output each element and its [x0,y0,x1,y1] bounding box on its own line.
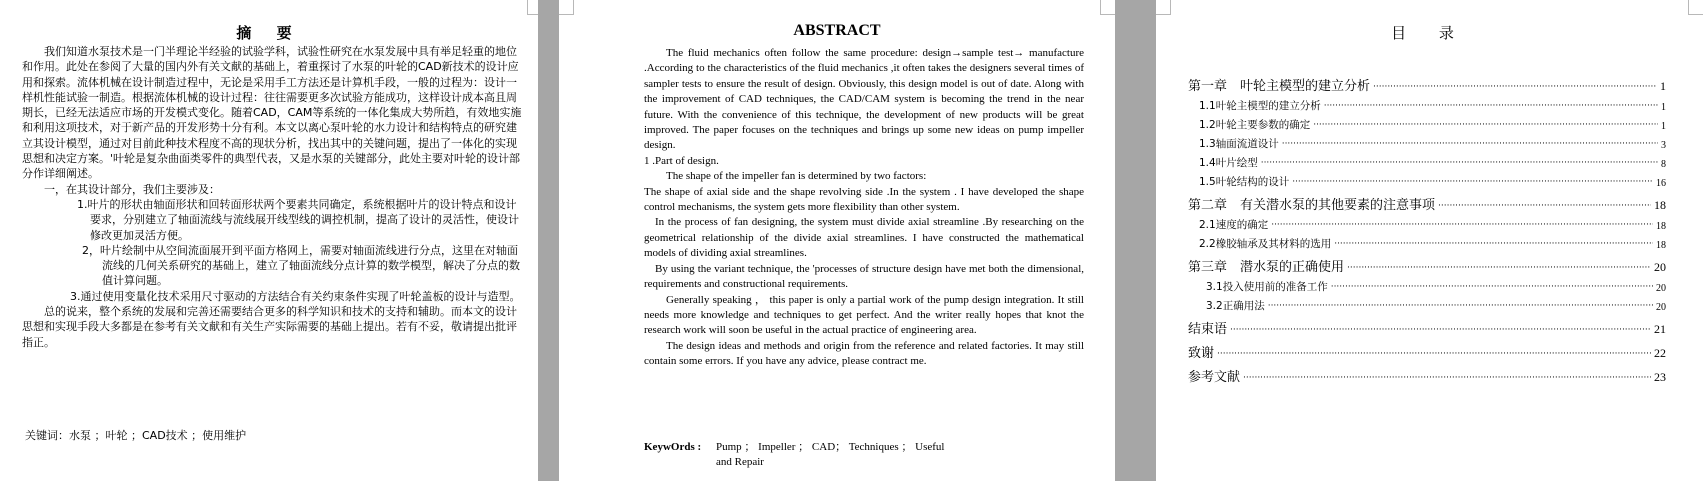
toc-entry-page: 20 [1654,260,1666,274]
toc-entry[interactable] [1188,189,1666,213]
toc-entry-label: 第二章 有关潜水泵的其他要素的注意事项 [1188,198,1436,213]
toc-entry-label: 1.5叶轮结构的设计 [1199,176,1290,188]
paragraph: The fluid mechanics often follow the same procedure: design→sample test→ manufacture .According to the characteristics of the fluid mechanics ,it often takes the designers several times of sampler tests to ensure the result of design. Obviously, this design model is out of date. Along with the improvement of CAD techniques, the CAD/CAM system is becoming the trend in the near future. With the convenience of this technique, the development of new products will be great improved. The paper focuses on the techniques and brings up some new ideas on pump impeller design. [644,47,1084,152]
toc-leader-dots [1282,138,1658,151]
toc-entry-label: 2.1速度的确定 [1199,219,1269,231]
toc-entry[interactable] [1188,94,1666,113]
toc-entry-label: 1.1叶轮主模型的建立分析 [1199,100,1321,112]
toc-entry-label: 1.3轴面流道设计 [1199,138,1279,150]
toc-entry-label: 致谢 [1188,346,1215,361]
toc-entry[interactable] [1188,275,1666,294]
toc-leader-dots [1438,200,1651,213]
toc-entry-page: 3 [1661,140,1666,151]
crop-mark [1688,0,1703,15]
toc-entry[interactable] [1188,70,1666,94]
list-item: 2，叶片绘制中从空间流面展开到平面方格网上，需要对轴面流线进行分点，这里在对轴面流线的几何关系研究的基础上，建立了轴面流线分点计算的数学模型，解决了分点的数值计算问题。 [82,243,520,288]
toc-entry-page: 22 [1654,346,1666,360]
toc-entry-page: 16 [1656,178,1666,189]
toc-entry-label: 参考文献 [1188,370,1241,385]
paragraph: The design ideas and methods and origin from the reference and related factories. It may still contain some errors. If you have any advice, please contract me. [644,339,1084,368]
toc-entry[interactable] [1188,132,1666,151]
list-item: 1.叶片的形状由轴面形状和回转面形状两个要素共同确定，系统根据叶片的设计特点和设计要求，分别建立了轴面流线与流线展开线型线的调控机制，提高了设计的灵活性，使设计修改更加灵活方便。 [77,197,519,242]
page-title: 目 录 [1391,24,1468,42]
toc-entry[interactable] [1188,170,1666,189]
keywords: 关键词：水泵 ；叶轮 ；CAD技术 ；使用维护 [25,429,247,442]
paragraph: 1 .Part of design. [644,154,719,167]
toc-entry-page: 18 [1656,221,1666,232]
toc-entry-page: 23 [1654,370,1666,384]
toc-entry[interactable] [1188,151,1666,170]
toc-leader-dots [1334,238,1653,251]
crop-mark [559,0,574,15]
toc-entry-page: 18 [1654,198,1666,212]
abstract-body [644,46,1084,370]
toc-entry-label: 2.2橡胶轴承及其材料的选用 [1199,238,1332,250]
page-title: 摘 要 [236,24,302,42]
toc-entry-label: 1.2叶轮主要参数的确定 [1199,119,1311,131]
toc-entry[interactable] [1188,232,1666,251]
toc-entry[interactable] [1188,361,1666,385]
toc-entry-page: 20 [1656,302,1666,313]
toc-entry-page: 1 [1660,79,1666,93]
toc-entry-page: 21 [1654,322,1666,336]
paragraph: In the process of fan designing, the system must divide axial streamline .By researching on the geometrical relationship of the divide axial streamlines. I have constructed the mathematical models of dividing axial streamlines. [644,216,1084,260]
document-page-table-of-contents [1156,0,1703,481]
toc-entry[interactable] [1188,213,1666,232]
list-item: 3.通过使用变量化技术采用尺寸驱动的方法结合有关约束条件实现了叶轮盖板的设计与造型。 [70,289,521,303]
toc-entry-label: 结束语 [1188,322,1228,337]
toc-leader-dots [1230,324,1651,337]
toc-entry-page: 20 [1656,283,1666,294]
keywords-label: KeywOrds : [644,441,702,453]
keywords-value: Pump ； Impeller ； CAD； Techniques ； Useful and Repair [716,441,945,469]
toc-entry-label: 3.1投入使用前的准备工作 [1206,281,1328,293]
toc-entry[interactable] [1188,113,1666,132]
toc-leader-dots [1292,176,1653,189]
paragraph: The shape of the impeller fan is determined by two factors: [666,170,927,183]
toc-leader-dots [1217,348,1651,361]
toc-entry-page: 18 [1656,240,1666,251]
document-page-abstract-chinese [0,0,538,481]
crop-mark [1156,0,1171,15]
toc-entry-page: 8 [1661,159,1666,170]
toc-entry[interactable] [1188,294,1666,313]
toc-leader-dots [1331,281,1653,294]
toc-entry[interactable] [1188,313,1666,337]
toc-entry-label: 第一章 叶轮主模型的建立分析 [1188,79,1371,94]
table-of-contents [1188,70,1666,385]
paragraph: 我们知道水泵技术是一门半理论半经验的试验学科，试验性研究在水泵发展中具有举足轻重的地位和作用。此处在参阅了大量的国内外有关文献的基础上，着重探讨了水泵的叶轮的CAD新技术的设计应用和探索。流体机械在设计制造过程中，无论是采用手工方法还是计算机手段，一般的过程为：设计一样机性能试验一制造。根据流体机械的设计过程：往往需要更多次试验方能成功，这样设计成本高且周期长，已经无法适应市场的开发模式变化。随着CAD，CAM等系统的一体化集成大势所趋，有效地实施和利用这项技术，对于新产品的开发形势十分有利。本文以离心泵叶轮的水力设计和结构特点的研究建立其设计模型，通过对目前此种技术程度不高的现状分析，找出其中的关键问题，提出了一体化的实现思想和决定方案。'叶轮是复杂曲面类零件的典型代表，又是水泵的关键部分，此处主要对叶轮的设计部分作详细阐述。 [22,45,522,181]
toc-leader-dots [1313,119,1658,132]
toc-leader-dots [1271,219,1653,232]
toc-entry-label: 3.2正确用法 [1206,300,1265,312]
toc-leader-dots [1268,300,1653,313]
crop-mark [527,0,538,15]
toc-leader-dots [1243,372,1651,385]
toc-entry[interactable] [1188,251,1666,275]
paragraph: 总的说来，整个系统的发展和完善还需要结合更多的科学知识和技术的支持和辅助。而本文的设计思想和实现手段大多都是在参考有关文献和有关生产实际需要的基础上提出。若有不妥，敬请提出批评指正。 [22,305,517,349]
toc-entry-label: 1.4叶片绘型 [1199,157,1258,169]
page-title: ABSTRACT [793,22,881,39]
toc-entry-label: 第三章 潜水泵的正确使用 [1188,260,1345,275]
paragraph: Generally speaking ， this paper is only a partial work of the pump design integration. It still needs more knowledge and techniques to get perfect. And the writer really hopes that knot the research work will soon be useful in the actual practice of engineering area. [644,293,1084,337]
crop-mark [1100,0,1115,15]
list-heading: 一，在其设计部分，我们主要涉及： [44,182,220,196]
toc-leader-dots [1261,157,1658,170]
document-page-abstract-english [559,0,1115,481]
paragraph: By using the variant technique, the 'processes of structure design have met both the dimensional, requirements and constructional requirements. [644,262,1084,291]
keywords [644,440,945,469]
toc-entry-page: 1 [1661,121,1666,132]
toc-leader-dots [1324,100,1658,113]
toc-leader-dots [1373,81,1657,94]
abstract-body [22,44,527,350]
toc-entry-page: 1 [1661,102,1666,113]
toc-entry[interactable] [1188,337,1666,361]
toc-leader-dots [1347,262,1651,275]
paragraph: The shape of axial side and the shape revolving side .In the system . I have developed the shape control mechanisms, the system gets more flexibility than other system. [644,185,1084,214]
